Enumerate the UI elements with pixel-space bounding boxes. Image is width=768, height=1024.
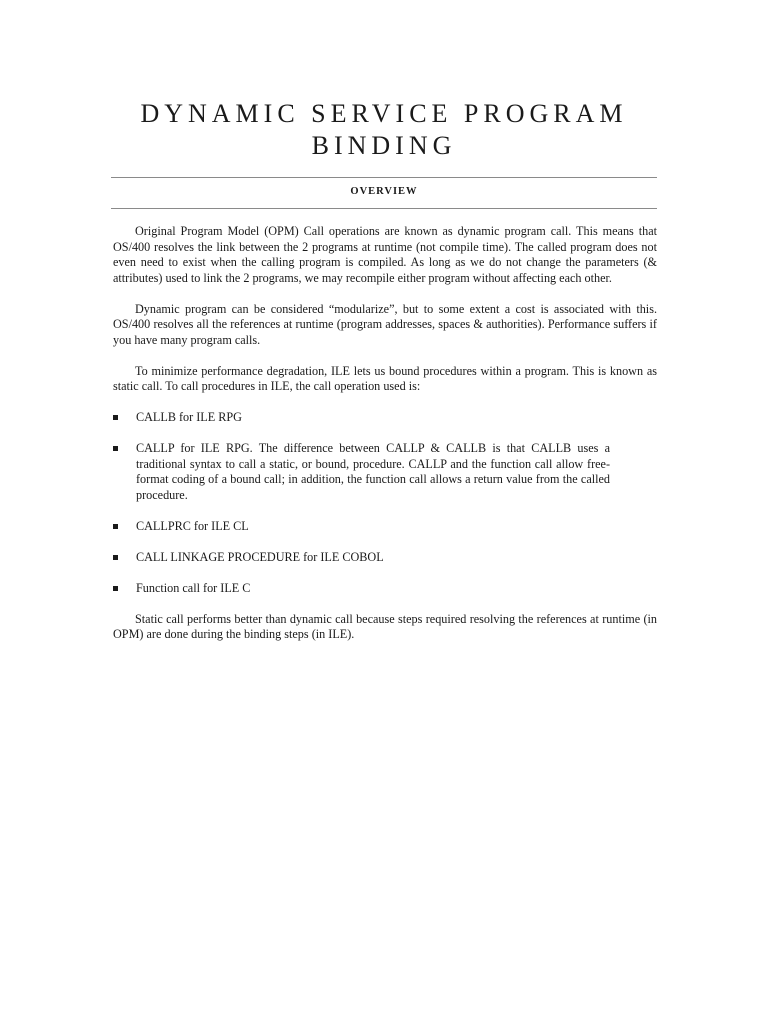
square-bullet-icon: [113, 555, 118, 560]
document-body: [113, 224, 657, 658]
list-item-text: CALLP for ILE RPG. The difference between CALLP & CALLB is that CALLB uses a traditional syntax to call a static, or bound, procedure. CALLP and the function call allow free-format coding of a bound call; in addition, the function call allows a return value from the called procedure.: [136, 441, 610, 502]
list-item-text: CALLPRC for ILE CL: [136, 518, 249, 533]
call-operation-list: [113, 410, 657, 596]
square-bullet-icon: [113, 524, 118, 529]
heading-rule-top: [111, 177, 657, 178]
body-paragraph-closing: Static call performs better than dynamic call because steps required resolving the references at runtime (in OPM) are done during the binding steps (in ILE).: [113, 611, 657, 641]
body-paragraph: To minimize performance degradation, ILE lets us bound procedures within a program. This is known as static call. To call procedures in ILE, the call operation used is:: [113, 363, 657, 393]
list-item: [113, 410, 610, 426]
square-bullet-icon: [113, 586, 118, 591]
section-heading: OVERVIEW: [350, 186, 418, 197]
list-item: [113, 581, 610, 597]
body-paragraph: Dynamic program can be considered “modularize”, but to some extent a cost is associated with this. OS/400 resolves all the references at runtime (program addresses, spaces & authorities). Performance suffers if you have many program calls.: [113, 301, 657, 347]
list-item-text: CALLB for ILE RPG: [136, 410, 242, 424]
list-item: [113, 550, 610, 566]
body-paragraph: Original Program Model (OPM) Call operations are known as dynamic program call. This means that OS/400 resolves the link between the 2 programs at runtime (not compile time). The called program does not even need to exist when the calling program is compiled. As long as we do not change the parameters (& attributes) used to link the 2 programs, we may recompile either program without affecting each other.: [113, 224, 657, 285]
title-line-2: BINDING: [311, 131, 457, 160]
list-item: [113, 441, 610, 503]
title-line-1: DYNAMIC SERVICE PROGRAM: [140, 99, 628, 128]
list-item-text: CALL LINKAGE PROCEDURE for ILE COBOL: [136, 549, 384, 564]
document-title: [110, 98, 658, 162]
heading-rule-bottom: [111, 208, 657, 209]
list-item-text: Function call for ILE C: [136, 580, 251, 595]
square-bullet-icon: [113, 446, 118, 451]
list-item: [113, 519, 610, 535]
square-bullet-icon: [113, 415, 118, 420]
